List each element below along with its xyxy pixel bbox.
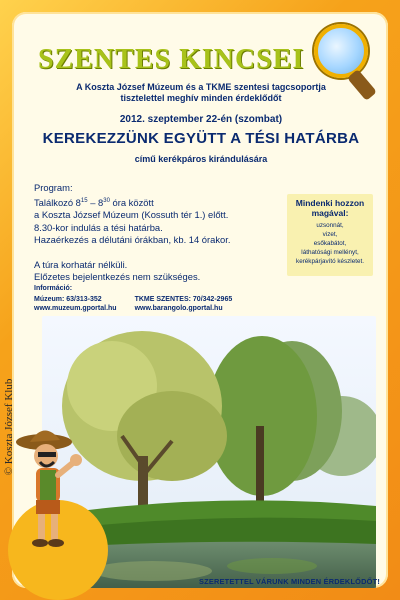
copyright-side-text: © Koszta József Klub [3, 378, 15, 476]
event-date: 2012. szeptember 22-én (szombat) [119, 114, 283, 125]
museum-phone: Múzeum: 63/313-352 [34, 296, 102, 303]
program-departure: 8.30-kor indulás a tési határba. [34, 221, 163, 233]
program-section [34, 182, 284, 284]
poster-title: SZENTES KINCSEI [38, 44, 305, 75]
bring-items-list [287, 222, 373, 266]
program-spacer [34, 247, 284, 259]
bring-item: esőkabátot, [313, 240, 347, 247]
program-age-note: A túra korhatár nélküli. [34, 258, 128, 270]
tkme-website: www.barangolo.gportal.hu [134, 305, 223, 312]
event-headline: KEREKEZZÜNK EGYÜTT A TÉSI HATÁRBA [42, 130, 360, 147]
subtitle-line-2: tisztelettel meghív minden érdeklődőt [120, 93, 282, 103]
program-meeting-time: Találkozó $8^{15} - 8^{30}$ óra között [34, 196, 154, 208]
info-section [34, 284, 304, 313]
invitation-subtitle [26, 82, 376, 104]
program-return: Hazaérkezés a délutáni órákban, kb. 14 órakor. [34, 234, 231, 246]
bring-item: uzsonnát, [316, 222, 344, 229]
program-meeting-place: a Koszta József Múzeum (Kossuth tér 1.) előtt. [34, 209, 229, 221]
tkme-contact [135, 295, 233, 313]
museum-contact [34, 295, 117, 313]
bring-item: vizet, [322, 231, 338, 238]
explorer-mascot-icon [12, 420, 102, 570]
program-registration-note: Előzetes bejelentkezés nem szükséges. [34, 271, 201, 283]
bring-item: kerékpárjavító készletet. [296, 258, 364, 265]
info-columns [34, 295, 304, 313]
subtitle-line-1: A Koszta József Múzeum és a TKME szentesi tagcsoportja [76, 82, 326, 92]
event-tagline: című kerékpáros kirándulására [134, 154, 268, 164]
info-label: Információ: [34, 285, 73, 292]
museum-website: www.muzeum.gportal.hu [34, 305, 117, 312]
bring-along-box [287, 194, 373, 276]
bring-item: láthatósági mellényt, [301, 249, 359, 256]
footer-message: SZERETETTEL VÁRUNK MINDEN ÉRDEKLŐDŐT! [199, 577, 380, 586]
bring-heading-line-2: magával: [311, 208, 349, 218]
program-label: Program: [34, 182, 73, 193]
tkme-phone: TKME SZENTES: 70/342-2965 [134, 296, 233, 303]
bring-heading-line-1: Mindenki hozzon [295, 198, 365, 208]
magnifier-icon [314, 24, 368, 78]
